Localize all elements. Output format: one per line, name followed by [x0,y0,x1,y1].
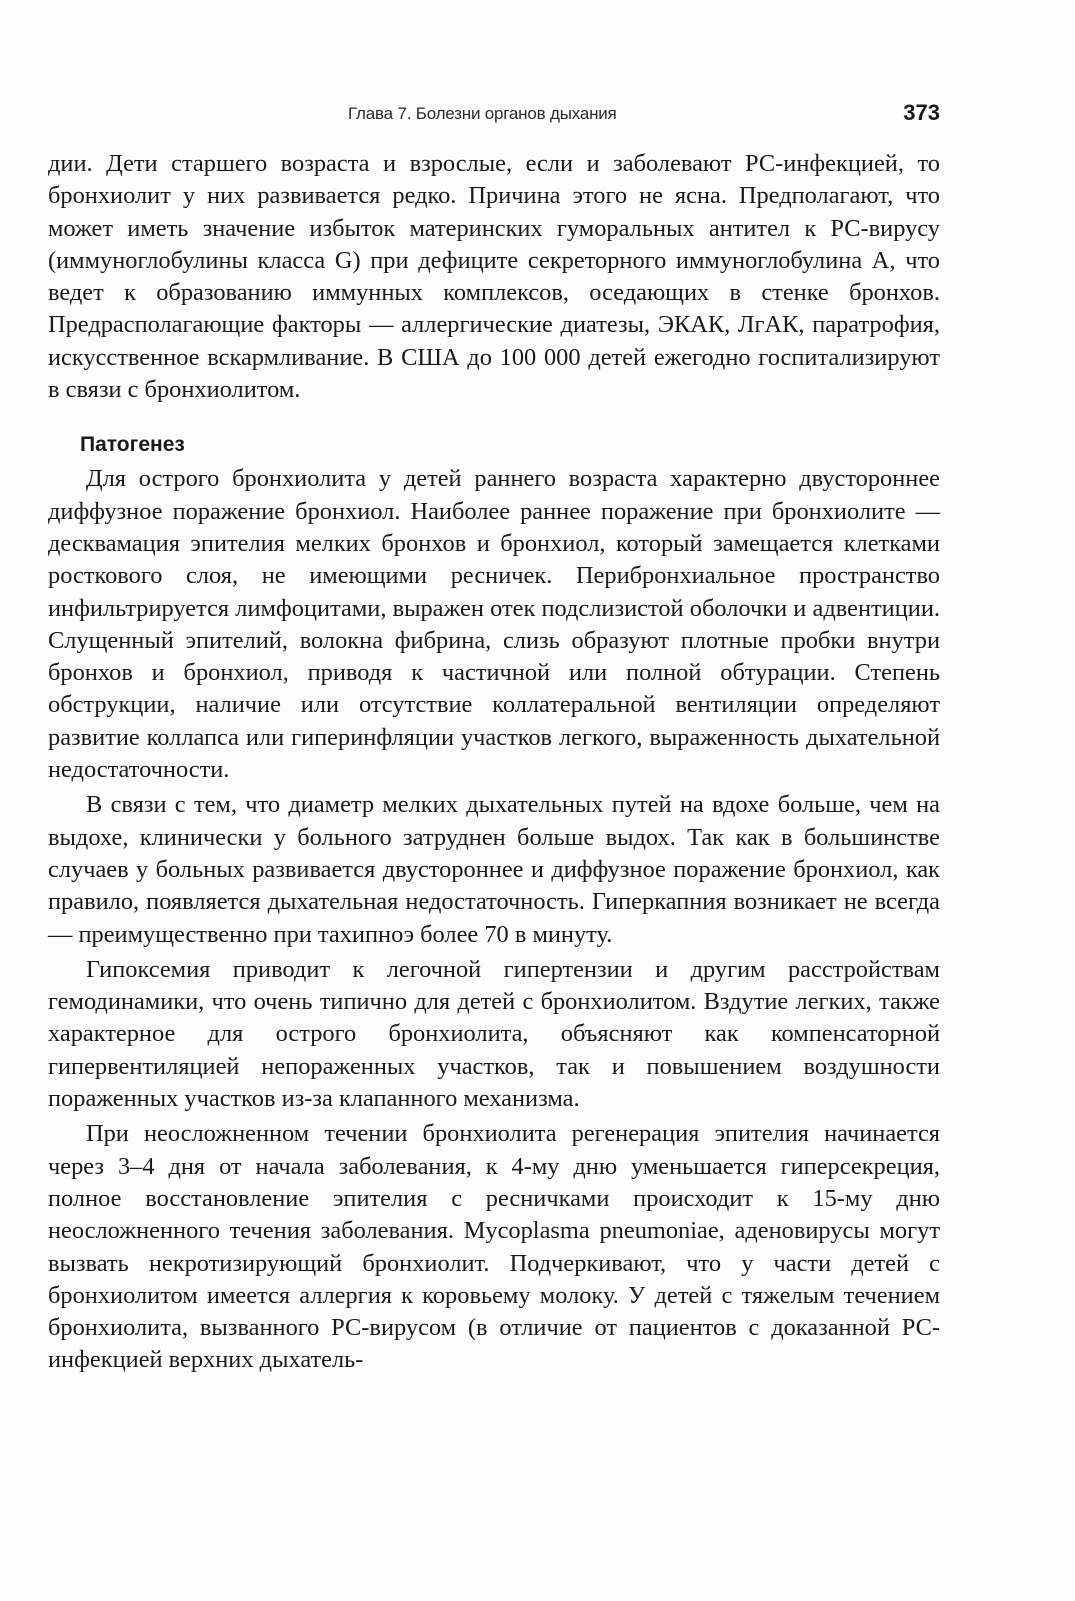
section-heading: Патогенез [80,433,185,457]
paragraph-pathogenesis-1: Для острого бронхиолита у детей раннего возраста характерно двустороннее диффузное поражение бронхиол. Наиболее раннее поражение при бронхиолите — десквамация эпителия мелких бронхов и бронхиол, который замещается клетками росткового слоя, не имеющими ресничек. Перибронхиальное пространство инфильтрируется лимфоцитами, выражен отек подслизистой оболочки и адвентиции. Слущенный эпителий, волокна фибрина, слизь образуют плотные пробки внутри бронхов и бронхиол, приводя к частичной или полной обтурации. Степень обструкции, наличие или отсутствие коллатеральной вентиляции определяют развитие коллапса или гиперинфляции участков легкого, выраженность дыхательной недостаточности. [48,465,940,784]
running-title: Глава 7. Болезни органов дыхания [348,104,617,123]
paragraph-pathogenesis-3: Гипоксемия приводит к легочной гипертензии и другим расстройствам гемодинамики, что очень типично для детей с бронхиолитом. Вздутие легких, также характерное для острого бронхиолита, объясняют как компенсаторной гипервентиляцией непораженных участков, так и повышением воздушности пораженных участков из-за клапанного механизма. [48,955,940,1113]
paragraph-pathogenesis-4: При неосложненном течении бронхиолита регенерация эпителия начинается через 3–4 дня от начала заболевания, к 4-му дню уменьшается гиперсекреция, полное восстановление эпителия с ресничками происходит к 15-му дню неосложненного течения заболевания. Mycoplasma pneumoniae, аденовирусы могут вызвать некротизирующий бронхиолит. Подчеркивают, что у части детей с бронхиолитом имеется аллергия к коровьему молоку. У детей с тяжелым течением бронхиолита, вызванного РС-вирусом (в отличие от пациентов с доказанной РС-инфекцией верхних дыхатель- [48,1120,940,1374]
body-text [48,148,940,1377]
intro-paragraph: дии. Дети старшего возраста и взрослые, если и заболевают РС-инфекцией, то бронхиолит у них развивается редко. Причина этого не ясна. Предполагают, что может иметь значение избыток материнских гуморальных антител к РС-вирусу (иммуноглобулины класса G) при дефиците секреторного иммуноглобулина А, что ведет к образованию иммунных комплексов, оседающих в стенке бронхов. Предрасполагающие факторы — аллергические диатезы, ЭКАК, ЛгАК, паратрофия, искусственное вскармливание. В США до 100 000 детей ежегодно госпитализируют в связи с бронхиолитом. [48,150,940,404]
page-number: 373 [903,100,940,125]
paragraph-pathogenesis-2: В связи с тем, что диаметр мелких дыхательных путей на вдохе больше, чем на выдохе, клинически у больного затруднен больше выдох. Так как в большинстве случаев у больных развивается двустороннее и диффузное поражение бронхиол, как правило, появляется дыхательная недостаточность. Гиперкапния возникает не всегда — преимущественно при тахипноэ более 70 в минуту. [48,791,940,948]
running-header [48,100,940,130]
